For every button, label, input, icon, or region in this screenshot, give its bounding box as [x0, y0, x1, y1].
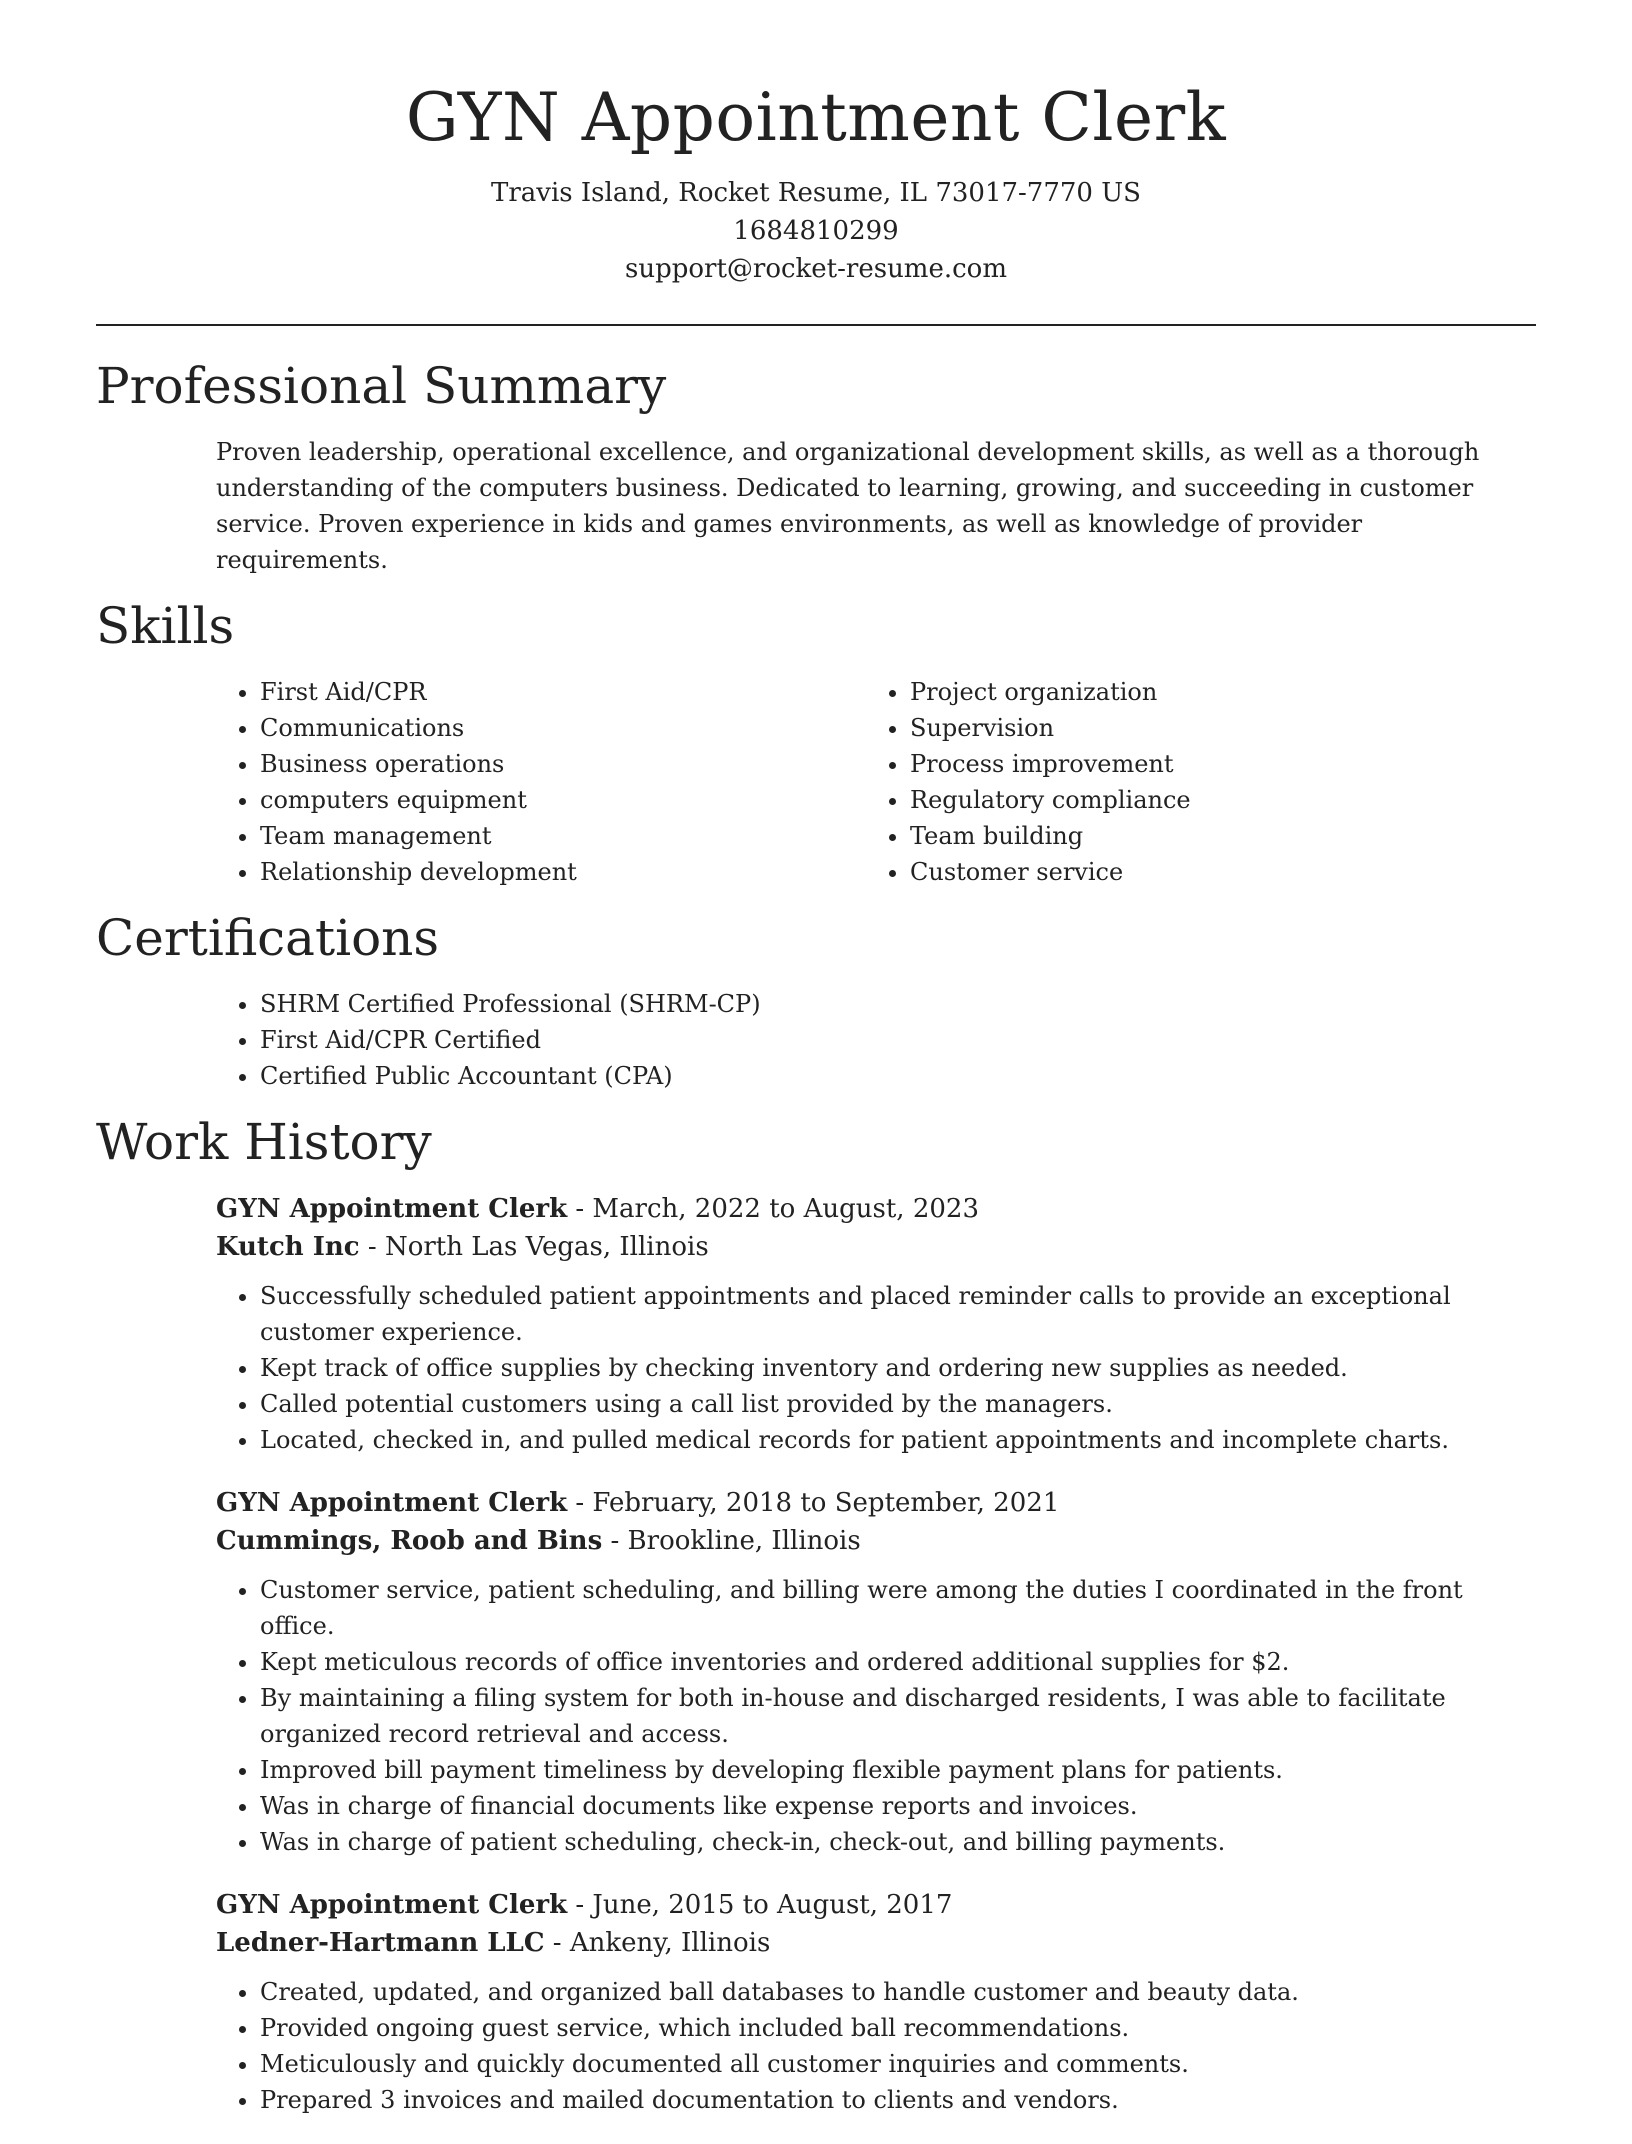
- skill-item: • Project organization: [910, 674, 1536, 710]
- certifications-title: Certifications: [96, 908, 440, 967]
- address: Travis Island, Rocket Resume, IL 73017-7770 US: [491, 177, 1141, 208]
- skill-item: • Communications: [260, 710, 866, 746]
- job-duty: • Kept meticulous records of office inventories and ordered additional supplies for $2.: [260, 1644, 1536, 1680]
- job-location: - North Las Vegas, Illinois: [359, 1231, 709, 1262]
- job-duty: • Prepared 3 invoices and mailed documentation to clients and vendors.: [260, 2082, 1536, 2118]
- certification-item: • First Aid/CPR Certified: [260, 1022, 1536, 1058]
- job-company: Ledner-Hartmann LLC: [216, 1927, 545, 1958]
- job-entry: [216, 1484, 1536, 1860]
- skill-item: • First Aid/CPR: [260, 674, 866, 710]
- job-role: GYN Appointment Clerk: [216, 1193, 568, 1224]
- skill-item: • Supervision: [910, 710, 1536, 746]
- job-dates: - March, 2022 to August, 2023: [567, 1193, 979, 1224]
- job-duty: • Successfully scheduled patient appointments and placed reminder calls to provide an exceptional customer experience.: [260, 1278, 1536, 1350]
- skills-list-right: [866, 674, 1536, 890]
- certification-item: • SHRM Certified Professional (SHRM-CP): [260, 986, 1536, 1022]
- job-duties-list: [216, 1278, 1536, 1458]
- skill-item: • Team management: [260, 818, 866, 854]
- job-company-line: [216, 1924, 1536, 1962]
- job-duties-list: [216, 1974, 1536, 2118]
- job-title-line: [216, 1484, 1536, 1522]
- skills-grid: [216, 674, 1536, 890]
- resume-header: [96, 80, 1536, 288]
- skill-item: • Regulatory compliance: [910, 782, 1536, 818]
- candidate-name: GYN Appointment Clerk: [405, 79, 1227, 156]
- job-role: GYN Appointment Clerk: [216, 1889, 568, 1920]
- work-history-section: [96, 1112, 1536, 2118]
- job-company-line: [216, 1522, 1536, 1560]
- job-duty: • Was in charge of patient scheduling, check-in, check-out, and billing payments.: [260, 1824, 1536, 1860]
- job-company: Kutch Inc: [216, 1231, 360, 1262]
- job-title-line: [216, 1886, 1536, 1924]
- job-duty: • Customer service, patient scheduling, and billing were among the duties I coordinated in the front office.: [260, 1572, 1536, 1644]
- job-location: - Brookline, Illinois: [602, 1525, 861, 1556]
- summary-section: [96, 356, 1536, 578]
- skills-title: Skills: [96, 596, 235, 655]
- job-duty: • Created, updated, and organized ball databases to handle customer and beauty data.: [260, 1974, 1536, 2010]
- job-company-line: [216, 1228, 1536, 1266]
- job-duty: • By maintaining a filing system for both in-house and discharged residents, I was able to facilitate organized record retrieval and access.: [260, 1680, 1536, 1752]
- skill-item: • Relationship development: [260, 854, 866, 890]
- job-company: Cummings, Roob and Bins: [216, 1525, 603, 1556]
- job-duty: • Located, checked in, and pulled medical records for patient appointments and incomplete charts.: [260, 1422, 1536, 1458]
- job-duty: • Kept track of office supplies by checking inventory and ordering new supplies as needed.: [260, 1350, 1536, 1386]
- phone: 1684810299: [733, 215, 899, 246]
- summary-title: Professional Summary: [96, 356, 667, 415]
- job-entry: [216, 1886, 1536, 2118]
- skills-list-left: [216, 674, 866, 890]
- job-duty: • Was in charge of financial documents like expense reports and invoices.: [260, 1788, 1536, 1824]
- skill-item: • Team building: [910, 818, 1536, 854]
- job-title-line: [216, 1190, 1536, 1228]
- job-dates: - February, 2018 to September, 2021: [567, 1487, 1060, 1518]
- certifications-section: [96, 908, 1536, 1094]
- job-role: GYN Appointment Clerk: [216, 1487, 568, 1518]
- work-history-title: Work History: [96, 1112, 432, 1171]
- job-location: - Ankeny, Illinois: [544, 1927, 771, 1958]
- email: support@rocket-resume.com: [624, 253, 1007, 284]
- resume-page: [96, 80, 1536, 2144]
- skill-item: • computers equipment: [260, 782, 866, 818]
- contact-block: [96, 174, 1536, 288]
- job-duty: • Improved bill payment timeliness by developing flexible payment plans for patients.: [260, 1752, 1536, 1788]
- job-entry: [216, 1190, 1536, 1458]
- job-duties-list: [216, 1572, 1536, 1860]
- job-dates: - June, 2015 to August, 2017: [567, 1889, 953, 1920]
- header-divider: [96, 324, 1536, 326]
- skill-item: • Process improvement: [910, 746, 1536, 782]
- certification-item: • Certified Public Accountant (CPA): [260, 1058, 1536, 1094]
- skills-section: [96, 596, 1536, 890]
- skill-item: • Customer service: [910, 854, 1536, 890]
- certifications-list: [216, 986, 1536, 1094]
- job-duty: • Meticulously and quickly documented all customer inquiries and comments.: [260, 2046, 1536, 2082]
- skill-item: • Business operations: [260, 746, 866, 782]
- summary-text: Proven leadership, operational excellence, and organizational development skills, as well as a thorough understanding of the computers business. Dedicated to learning, growing, and succeeding in customer service. Proven experience in kids and games environments, as well as knowledge of provider requirements.: [216, 437, 1480, 574]
- job-duty: • Provided ongoing guest service, which included ball recommendations.: [260, 2010, 1536, 2046]
- job-duty: • Called potential customers using a call list provided by the managers.: [260, 1386, 1536, 1422]
